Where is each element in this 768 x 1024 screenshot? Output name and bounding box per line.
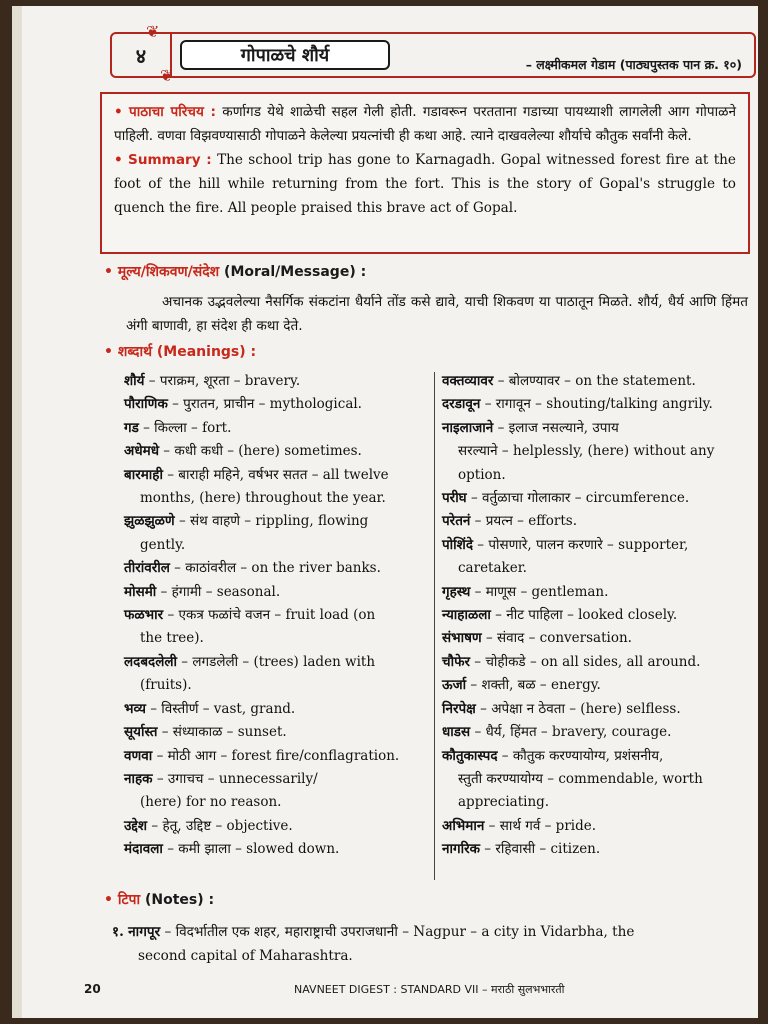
meaning-definition: – इलाज नसल्याने, उपाय [493, 419, 619, 436]
meaning-definition: – रहिवासी – citizen. [479, 841, 601, 858]
meaning-word: परीघ [442, 490, 467, 507]
notes-heading-mr: टिपा [117, 892, 141, 908]
meaning-entry [124, 464, 430, 511]
meaning-continuation: the tree). [140, 630, 204, 647]
meaning-word: संभाषण [442, 630, 482, 647]
meaning-entry [124, 838, 430, 861]
meaning-entry [442, 370, 748, 393]
digest-page [12, 6, 758, 1018]
meaning-entry [442, 698, 748, 721]
meaning-entry [442, 721, 748, 744]
meaning-definition: – नीट पाहिला – looked closely. [490, 607, 678, 624]
meanings-heading-en: (Meanings) : [156, 344, 257, 360]
meaning-word: लदबदलेली [124, 653, 178, 670]
summary-paragraph [114, 148, 736, 220]
meaning-word: दरडावून [442, 396, 481, 413]
notes-heading-en: (Notes) : [144, 892, 215, 908]
meanings-heading [104, 342, 256, 361]
meaning-definition: – कधी कधी – (here) sometimes. [159, 443, 362, 460]
meaning-definition: – बाराही महिने, वर्षभर सतत – all twelve [162, 466, 389, 483]
meaning-word: ऊर्जा [442, 677, 467, 694]
meaning-entry [124, 510, 430, 557]
meanings-left-column [124, 370, 430, 862]
bullet-icon: • [104, 892, 113, 908]
meaning-word: न्याहाळला [442, 607, 491, 624]
intro-text: कर्णागड येथे शाळेची सहल गेली होती. गडावरून परतताना गडाच्या पायथ्याशी लागलेली आग गोपाळने पाहिली. वणवा विझवण्यासाठी गोपाळने केलेल्या प्रयत्नांची ही कथा आहे. त्याने दाखवलेल्या शौर्याचे कौतुक सर्वांनी केले. [114, 104, 736, 144]
meaning-definition: – संथ वाहणे – rippling, flowing [174, 513, 369, 530]
chapter-title: गोपाळचे शौर्य [180, 40, 390, 70]
bullet-icon: • [114, 104, 123, 120]
bullet-icon: • [104, 344, 113, 360]
meaning-word: उद्देश [124, 817, 148, 834]
column-divider [434, 372, 435, 880]
meaning-continuation: months, (here) throughout the year. [140, 490, 386, 507]
meaning-definition: – कौतुक करण्यायोग्य, प्रशंसनीय, [497, 747, 664, 764]
meanings-right-column [442, 370, 748, 862]
flourish-icon: ❦ [146, 22, 160, 41]
meaning-definition: – शक्ती, बळ – energy. [466, 677, 601, 694]
meaning-word: शौर्य [124, 373, 145, 389]
moral-heading [104, 262, 366, 281]
meaning-entry [124, 393, 430, 416]
meaning-word: निरपेक्ष [442, 700, 476, 717]
notes-heading [104, 890, 214, 909]
notes-item-continuation: second capital of Maharashtra. [138, 948, 353, 964]
meaning-word: नाइलाजाने [442, 419, 494, 436]
meaning-definition: – संवाद – conversation. [481, 630, 632, 647]
meaning-entry [124, 370, 430, 393]
meaning-word: नाहक [124, 770, 153, 787]
meaning-definition: – किल्ला – fort. [138, 419, 232, 436]
meaning-definition: – बोलण्यावर – on the statement. [493, 373, 696, 389]
chapter-intro-box [100, 92, 750, 254]
meaning-entry [442, 393, 748, 416]
intro-paragraph [114, 100, 736, 148]
meaning-definition: – पराक्रम, शूरता – bravery. [144, 373, 301, 389]
meaning-word: अभिमान [442, 817, 485, 834]
meaning-definition: – माणूस – gentleman. [470, 583, 609, 600]
meanings-heading-mr: शब्दार्थ [117, 344, 153, 360]
meaning-entry [124, 651, 430, 698]
meaning-definition: – पुरातन, प्राचीन – mythological. [167, 396, 362, 413]
meaning-word: गृहस्थ [442, 583, 471, 600]
meaning-continuation: gently. [140, 536, 186, 553]
meaning-entry [124, 721, 430, 744]
moral-text: अचानक उद्भवलेल्या नैसर्गिक संकटांना धैर्याने तोंड कसे द्यावे, याची शिकवण या पाठातून मिळते. शौर्य, धैर्य आणि हिंमत अंगी बाणावी, हा संदेश ही कथा देते. [126, 294, 748, 334]
meaning-entry [442, 745, 748, 815]
author-reference: – लक्ष्मीकमल गेडाम (पाठ्यपुस्तक पान क्र. १०) [525, 57, 742, 72]
flourish-icon: ❦ [160, 66, 174, 85]
meaning-entry [442, 487, 748, 510]
chapter-number: ४ [112, 34, 172, 76]
meaning-word: तीरांवरील [124, 560, 170, 577]
meaning-entry [124, 581, 430, 604]
moral-heading-mr: मूल्य/शिकवण/संदेश [117, 264, 220, 280]
moral-heading-en: (Moral/Message) : [224, 264, 367, 280]
meaning-definition: – उगाचच – unnecessarily/ [152, 770, 318, 787]
meaning-definition: – धैर्य, हिंमत – bravery, courage. [470, 724, 672, 741]
meaning-entry [124, 815, 430, 838]
intro-label: पाठाचा परिचय : [129, 104, 216, 120]
meaning-word: पौराणिक [124, 396, 168, 413]
meaning-entry [124, 440, 430, 463]
meaning-entry [442, 417, 748, 487]
meaning-word: कौतुकास्पद [442, 747, 498, 764]
meaning-definition: – पोसणारे, पालन करणारे – supporter, [473, 536, 689, 553]
meaning-definition: – चोहीकडे – on all sides, all around. [470, 653, 701, 670]
chapter-header [110, 32, 756, 78]
meaning-continuation: सरल्याने – helplessly, (here) without any option. [458, 443, 715, 483]
meaning-word: नागरिक [442, 841, 480, 858]
meaning-definition: – हंगामी – seasonal. [156, 583, 281, 600]
notes-item-line: – विदर्भातील एक शहर, महाराष्ट्राची उपराजधानी – Nagpur – a city in Vidarbha, the [160, 924, 635, 940]
summary-text: The school trip has gone to Karnagadh. Gopal witnessed forest fire at the foot of the hill while returning from the fort. This is the story of Gopal's struggle to quench the fire. All people praised this brave act of Gopal. [114, 152, 736, 216]
meaning-entry [442, 534, 748, 581]
meaning-entry [442, 581, 748, 604]
meaning-entry [442, 674, 748, 697]
meaning-entry [124, 557, 430, 580]
meaning-entry [442, 651, 748, 674]
meaning-definition: – काठांवरील – on the river banks. [169, 560, 381, 577]
meaning-entry [124, 768, 430, 815]
meaning-continuation: स्तुती करण्यायोग्य – commendable, worth appreciating. [458, 770, 703, 811]
meaning-definition: – मोठी आग – forest fire/conflagration. [152, 747, 400, 764]
meaning-word: बारमाही [124, 466, 163, 483]
meaning-word: वणवा [124, 747, 153, 764]
meaning-word: भव्य [124, 700, 146, 717]
meaning-continuation: (here) for no reason. [140, 794, 282, 811]
meaning-continuation: (fruits). [140, 677, 192, 694]
meaning-word: फळभार [124, 607, 164, 624]
meaning-definition: – एकत्र फळांचे वजन – fruit load (on [163, 607, 376, 624]
meaning-entry [124, 417, 430, 440]
bullet-icon: • [114, 152, 123, 168]
meaning-word: धाडस [442, 724, 471, 741]
meaning-entry [442, 815, 748, 838]
meaning-word: झुळझुळणे [124, 513, 175, 530]
meaning-entry [442, 627, 748, 650]
meaning-definition: – सार्थ गर्व – pride. [484, 817, 597, 834]
meaning-definition: – विस्तीर्ण – vast, grand. [145, 700, 296, 717]
meaning-word: वक्तव्यावर [442, 373, 494, 389]
meaning-word: चौफेर [442, 653, 470, 670]
meaning-entry [442, 510, 748, 533]
meaning-continuation: caretaker. [458, 560, 527, 577]
notes-item-number: १. [112, 924, 124, 940]
notes-item-word: नागपूर [128, 924, 161, 940]
meaning-definition: – प्रयत्न – efforts. [470, 513, 578, 530]
meaning-entry [124, 604, 430, 651]
page-number: 20 [84, 982, 101, 996]
meaning-word: गड [124, 419, 139, 436]
meaning-word: परेतनं [442, 513, 471, 530]
meaning-word: अधेमधे [124, 443, 159, 460]
meaning-definition: – वर्तुळाचा गोलाकार – circumference. [466, 490, 690, 507]
meaning-definition: – रागावून – shouting/talking angrily. [480, 396, 713, 413]
notes-item [112, 920, 748, 968]
meaning-word: पोशिंदे [442, 536, 474, 553]
bullet-icon: • [104, 264, 113, 280]
meaning-definition: – हेतू, उद्दिष्ट – objective. [147, 817, 293, 834]
meaning-definition: – अपेक्षा न ठेवता – (here) selfless. [475, 700, 681, 717]
meaning-entry [124, 745, 430, 768]
meaning-word: मंदावला [124, 841, 163, 858]
summary-label: Summary : [128, 152, 212, 168]
meaning-entry [442, 604, 748, 627]
meaning-entry [124, 698, 430, 721]
footer-text: NAVNEET DIGEST : STANDARD VII – मराठी सुलभभारती [294, 983, 565, 996]
meaning-definition: – लगडलेली – (trees) laden with [177, 653, 376, 670]
meaning-definition: – संध्याकाळ – sunset. [157, 724, 287, 741]
meaning-entry [442, 838, 748, 861]
meaning-definition: – कमी झाला – slowed down. [162, 841, 340, 858]
meaning-word: सूर्यास्त [124, 724, 158, 741]
meaning-word: मोसमी [124, 583, 157, 600]
